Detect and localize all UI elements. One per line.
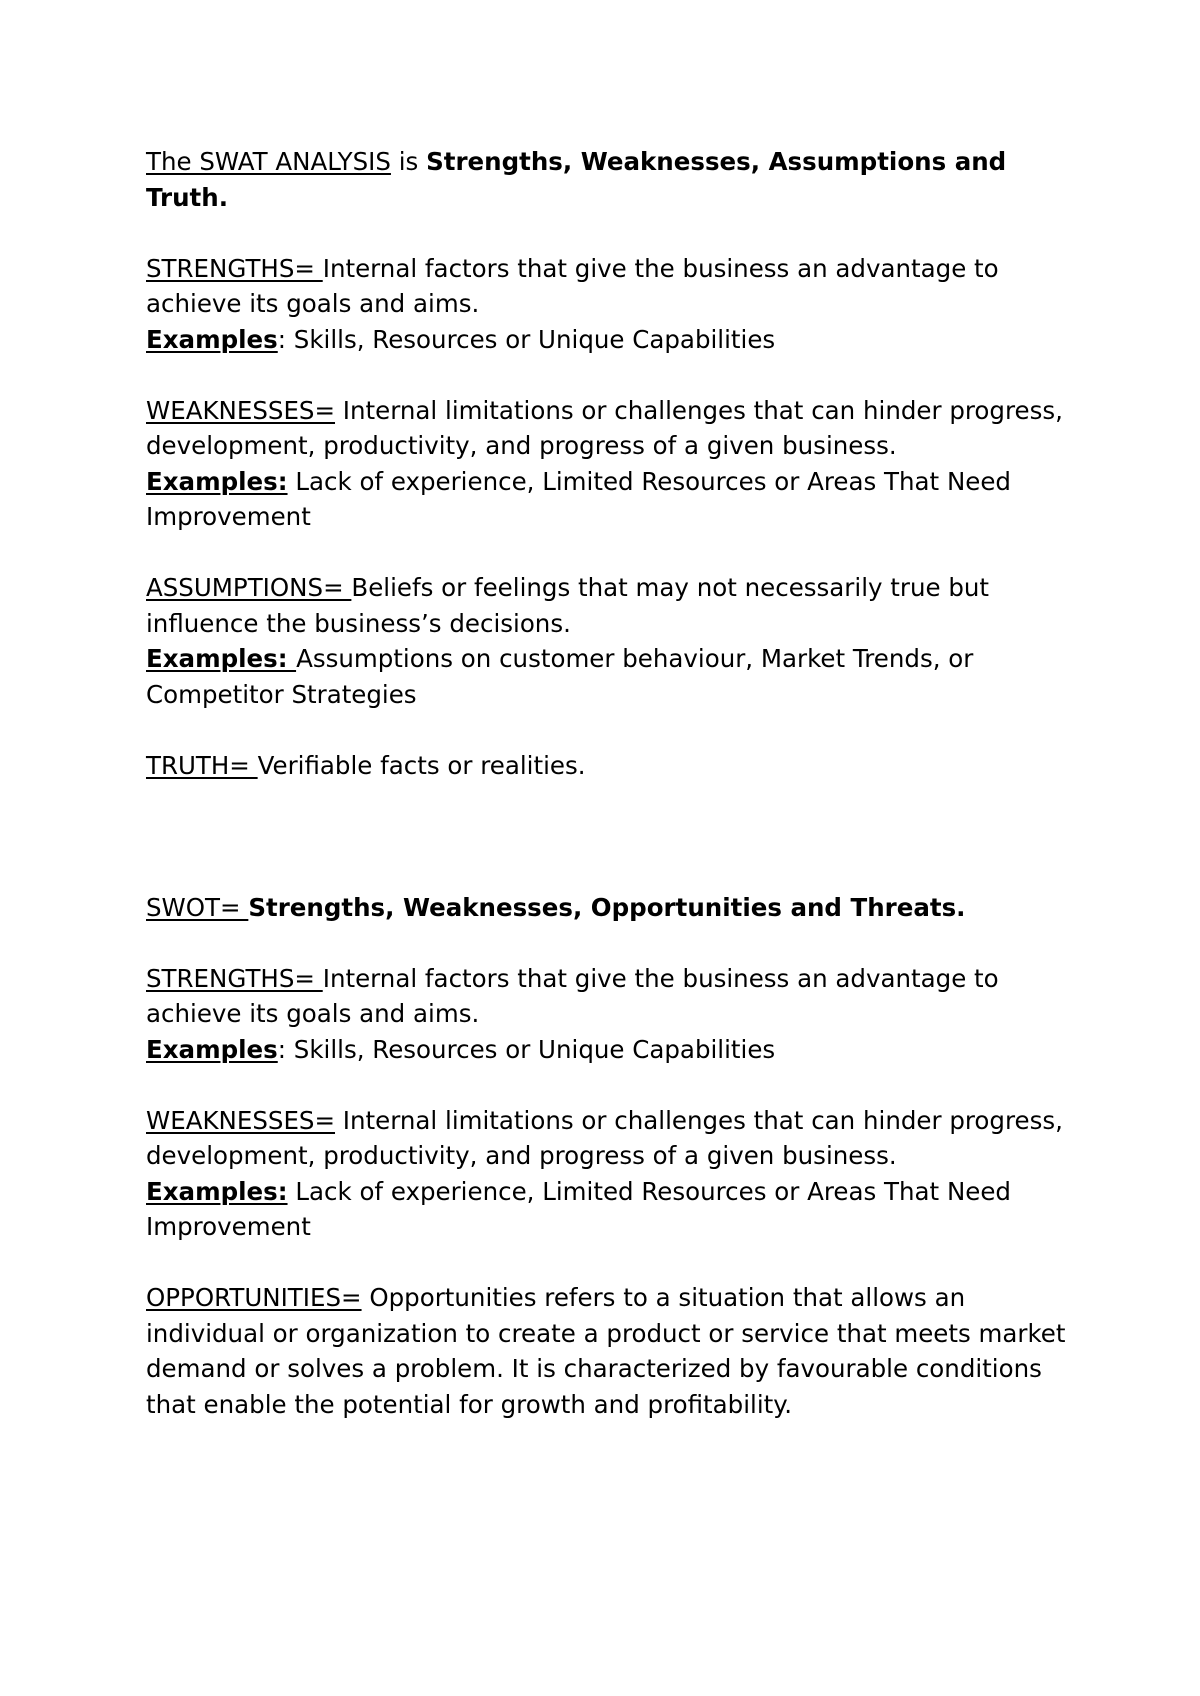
swat-weaknesses-examples-text: Lack of experience, Limited Resources or Areas That Need Improvement bbox=[146, 466, 1011, 531]
swot-weaknesses-examples-text: Lack of experience, Limited Resources or Areas That Need Improvement bbox=[146, 1176, 1011, 1241]
swat-assumptions-definition bbox=[146, 570, 1086, 641]
swot-strengths-examples-text: : Skills, Resources or Unique Capabilities bbox=[277, 1034, 776, 1064]
swat-weaknesses-term: WEAKNESSES= bbox=[146, 395, 336, 425]
swot-opportunities-text: Opportunities refers to a situation that allows an individual or organization to create a product or service that meets market demand or solves a problem. It is characterized by favourable conditions that enable the potential for growth and profitability. bbox=[146, 1283, 1066, 1419]
swat-strengths-text: Internal factors that give the business an advantage to achieve its goals and aims. bbox=[146, 253, 999, 318]
swat-strengths-term: STRENGTHS= bbox=[146, 253, 323, 283]
swot-weaknesses-examples-label: Examples: bbox=[146, 1176, 288, 1206]
swat-section bbox=[146, 144, 1086, 783]
swat-weaknesses-definition bbox=[146, 393, 1086, 464]
swat-assumptions-text: Beliefs or feelings that may not necessarily true but influence the business’s decisions. bbox=[146, 573, 990, 638]
document-body bbox=[146, 144, 1086, 1422]
spacer bbox=[146, 357, 1086, 393]
swat-truth-term: TRUTH= bbox=[146, 750, 258, 780]
swot-opportunities-term: OPPORTUNITIES= bbox=[146, 1283, 362, 1312]
spacer bbox=[146, 1067, 1086, 1103]
spacer bbox=[146, 854, 1086, 890]
swat-weaknesses-examples-label: Examples: bbox=[146, 466, 288, 496]
swot-weaknesses-definition bbox=[146, 1103, 1086, 1174]
spacer bbox=[146, 925, 1086, 961]
spacer bbox=[146, 819, 1086, 855]
swot-strengths-definition bbox=[146, 961, 1086, 1032]
swat-intro-mid: is bbox=[390, 147, 427, 176]
swat-strengths-definition bbox=[146, 251, 1086, 322]
swot-strengths-text: Internal factors that give the business an advantage to achieve its goals and aims. bbox=[146, 963, 999, 1028]
swot-intro-paragraph bbox=[146, 890, 1086, 926]
spacer bbox=[146, 783, 1086, 819]
swat-weaknesses-text: Internal limitations or challenges that can hinder progress, development, productivity, and progress of a given business. bbox=[146, 395, 1063, 460]
swat-strengths-examples-text: : Skills, Resources or Unique Capabilities bbox=[277, 324, 776, 354]
swot-heading: SWOT= bbox=[146, 892, 249, 922]
swot-weaknesses-term: WEAKNESSES= bbox=[146, 1105, 336, 1135]
swat-strengths-examples bbox=[146, 322, 1086, 358]
spacer bbox=[146, 215, 1086, 251]
swat-heading: The SWAT ANALYSIS bbox=[146, 147, 391, 176]
swat-assumptions-examples-label: Examples: bbox=[146, 644, 297, 673]
swot-opportunities-definition bbox=[146, 1280, 1086, 1422]
swat-intro-paragraph bbox=[146, 144, 1086, 215]
swot-section bbox=[146, 890, 1086, 1423]
swat-assumptions-term: ASSUMPTIONS= bbox=[146, 573, 352, 602]
swot-strengths-examples bbox=[146, 1032, 1086, 1068]
swat-strengths-examples-label: Examples bbox=[146, 324, 278, 354]
swat-truth-definition bbox=[146, 748, 1086, 784]
swot-weaknesses-text: Internal limitations or challenges that can hinder progress, development, productivity, and progress of a given business. bbox=[146, 1105, 1063, 1170]
swot-weaknesses-examples bbox=[146, 1174, 1086, 1245]
swat-assumptions-examples bbox=[146, 641, 1086, 712]
swat-assumptions-examples-text: Assumptions on customer behaviour, Market Trends, or Competitor Strategies bbox=[146, 644, 974, 709]
swat-intro-tail: Strengths, Weaknesses, Assumptions and Truth. bbox=[146, 147, 1007, 212]
swat-weaknesses-examples bbox=[146, 464, 1086, 535]
swot-strengths-term: STRENGTHS= bbox=[146, 963, 323, 993]
swot-intro-tail: Strengths, Weaknesses, Opportunities and Threats. bbox=[248, 892, 966, 922]
swot-strengths-examples-label: Examples bbox=[146, 1034, 278, 1064]
spacer bbox=[146, 535, 1086, 571]
spacer bbox=[146, 1245, 1086, 1281]
swat-truth-text: Verifiable facts or realities. bbox=[257, 750, 586, 780]
spacer bbox=[146, 712, 1086, 748]
